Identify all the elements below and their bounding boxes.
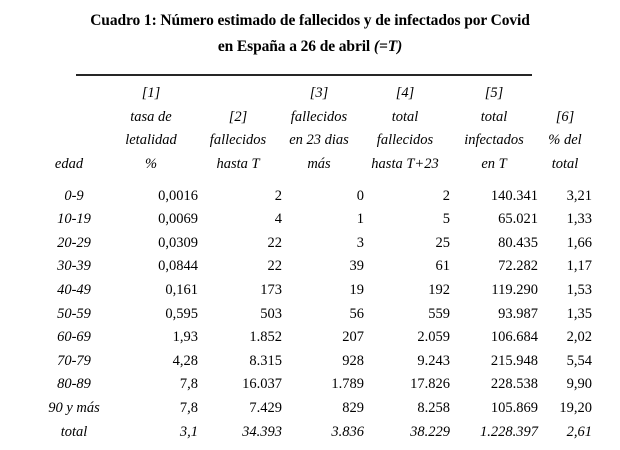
table-title-line-1: Cuadro 1: Número estimado de fallecidos y de infectados por Covid xyxy=(90,12,530,29)
table-header-row-4 xyxy=(28,153,592,177)
header-cell: fallecidos xyxy=(290,108,348,125)
cell-edad: 10-19 xyxy=(57,211,91,228)
cell-total-infectados: 93.987 xyxy=(498,305,538,322)
table-row xyxy=(28,279,592,303)
cell-fallecidos-23-dias: 0 xyxy=(356,187,364,204)
cell-tasa-letalidad: 7,8 xyxy=(179,376,198,393)
header-cell: total xyxy=(391,108,419,125)
cell-fallecidos-23-dias: 56 xyxy=(349,305,364,322)
cell-fallecidos-23-dias: 1.789 xyxy=(331,376,364,393)
cell-total-fallecidos: 25 xyxy=(435,234,450,251)
cell-edad: 20-29 xyxy=(57,234,91,251)
cell-fallecidos-hasta-t: 7.429 xyxy=(249,400,282,417)
header-cell: [6] xyxy=(555,108,575,125)
cell-total-fallecidos: 17.826 xyxy=(410,376,450,393)
table-row xyxy=(28,326,592,350)
cell-pct-del-total: 1,33 xyxy=(566,211,592,228)
cell-tasa-letalidad: 1,93 xyxy=(172,329,198,346)
header-cell-edad: edad xyxy=(54,156,84,173)
cell-fallecidos-hasta-t: 16.037 xyxy=(242,376,282,393)
cell-fallecidos-23-dias: 19 xyxy=(349,282,364,299)
header-cell xyxy=(538,82,592,106)
header-cell: [1] xyxy=(141,85,161,102)
cell-fallecidos-23-dias: 39 xyxy=(349,258,364,275)
header-cell: hasta T xyxy=(216,156,260,173)
header-cell xyxy=(28,106,120,130)
cell-edad: 0-9 xyxy=(64,187,84,204)
header-cell: en T xyxy=(481,156,507,173)
header-cell: más xyxy=(307,156,331,173)
cell-tasa-letalidad-total: 3,1 xyxy=(179,423,198,440)
cell-tasa-letalidad: 0,0016 xyxy=(158,187,198,204)
header-cell xyxy=(198,82,282,106)
table-top-rule xyxy=(76,74,532,76)
cell-tasa-letalidad: 4,28 xyxy=(172,352,198,369)
cell-total-infectados: 119.290 xyxy=(491,282,538,299)
header-cell: letalidad xyxy=(125,132,177,149)
header-cell: tasa de xyxy=(130,108,172,125)
header-cell: total xyxy=(480,108,508,125)
table-header-row-3 xyxy=(28,129,592,153)
header-cell xyxy=(28,129,120,153)
estimates-table xyxy=(28,82,592,444)
header-cell: infectados xyxy=(464,132,524,149)
cell-pct-del-total: 1,17 xyxy=(566,258,592,275)
cell-pct-del-total: 1,35 xyxy=(566,305,592,322)
header-cell: [4] xyxy=(395,85,415,102)
cell-fallecidos-23-dias-total: 3.836 xyxy=(331,423,364,440)
cell-pct-del-total: 5,54 xyxy=(566,352,592,369)
cell-fallecidos-hasta-t: 22 xyxy=(267,234,282,251)
cell-edad: 70-79 xyxy=(57,352,91,369)
cell-total-fallecidos: 2.059 xyxy=(417,329,450,346)
header-body-gap xyxy=(28,176,592,184)
table-row xyxy=(28,255,592,279)
cell-pct-del-total: 3,21 xyxy=(566,187,592,204)
cell-total-infectados: 106.684 xyxy=(490,329,538,346)
cell-fallecidos-23-dias: 928 xyxy=(342,352,364,369)
header-cell: [5] xyxy=(484,85,504,102)
cell-fallecidos-hasta-t: 22 xyxy=(267,258,282,275)
cell-fallecidos-23-dias: 1 xyxy=(356,211,364,228)
cell-pct-del-total: 1,66 xyxy=(566,234,592,251)
table-row xyxy=(28,350,592,374)
header-cell xyxy=(28,82,120,106)
cell-pct-del-total: 1,53 xyxy=(566,282,592,299)
cell-total-infectados-total: 1.228.397 xyxy=(480,423,538,440)
cell-total-fallecidos: 8.258 xyxy=(417,400,450,417)
cell-total-infectados: 228.538 xyxy=(490,376,538,393)
cell-edad: 90 y más xyxy=(48,400,100,417)
cell-total-fallecidos: 5 xyxy=(442,211,450,228)
cell-tasa-letalidad: 0,595 xyxy=(165,305,198,322)
header-cell: total xyxy=(551,156,579,173)
cell-edad: 30-39 xyxy=(57,258,91,275)
cell-fallecidos-hasta-t: 1.852 xyxy=(249,329,282,346)
cell-total-fallecidos-total: 38.229 xyxy=(410,423,450,440)
cell-pct-del-total-total: 2,61 xyxy=(566,423,592,440)
table-title-line-2 xyxy=(0,34,620,60)
cell-total-infectados: 105.869 xyxy=(490,400,538,417)
table-title-period-marker: (=T) xyxy=(373,38,403,55)
cell-total-infectados: 72.282 xyxy=(498,258,538,275)
cell-tasa-letalidad: 0,161 xyxy=(165,282,198,299)
header-cell: fallecidos xyxy=(209,132,267,149)
cell-edad: 40-49 xyxy=(57,282,91,299)
table-title-line-2-text: en España a 26 de abril xyxy=(217,38,374,55)
cell-fallecidos-hasta-t: 4 xyxy=(274,211,282,228)
cell-tasa-letalidad: 0,0069 xyxy=(158,211,198,228)
cell-edad: 80-89 xyxy=(57,376,91,393)
cell-total-fallecidos: 61 xyxy=(435,258,450,275)
cell-fallecidos-hasta-t: 503 xyxy=(260,305,282,322)
header-cell: [3] xyxy=(309,85,329,102)
cell-fallecidos-23-dias: 3 xyxy=(356,234,364,251)
table-header-row-1 xyxy=(28,82,592,106)
header-cell: % del xyxy=(548,132,582,149)
table-title xyxy=(0,8,620,60)
header-cell: hasta T+23 xyxy=(371,156,439,173)
cell-fallecidos-23-dias: 207 xyxy=(342,329,364,346)
table-row xyxy=(28,373,592,397)
table-row xyxy=(28,208,592,232)
cell-tasa-letalidad: 0,0844 xyxy=(158,258,198,275)
cell-total-infectados: 65.021 xyxy=(498,211,538,228)
header-cell: [2] xyxy=(228,108,248,125)
cell-total-fallecidos: 192 xyxy=(428,282,450,299)
cell-edad-total: total xyxy=(60,423,88,440)
cell-fallecidos-23-dias: 829 xyxy=(342,400,364,417)
table-row xyxy=(28,184,592,208)
cell-tasa-letalidad: 0,0309 xyxy=(158,234,198,251)
cell-pct-del-total: 2,02 xyxy=(566,329,592,346)
cell-total-infectados: 140.341 xyxy=(490,187,538,204)
header-cell: fallecidos xyxy=(376,132,434,149)
table-row xyxy=(28,397,592,421)
cell-fallecidos-hasta-t-total: 34.393 xyxy=(242,423,282,440)
cell-tasa-letalidad: 7,8 xyxy=(179,400,198,417)
cell-edad: 60-69 xyxy=(57,329,91,346)
cell-total-infectados: 80.435 xyxy=(498,234,538,251)
cell-total-fallecidos: 9.243 xyxy=(417,352,450,369)
header-cell: en 23 dias xyxy=(289,132,349,149)
cell-total-fallecidos: 559 xyxy=(428,305,450,322)
header-cell: % xyxy=(144,156,158,173)
table-header-row-2 xyxy=(28,106,592,130)
cell-fallecidos-hasta-t: 173 xyxy=(260,282,282,299)
table-row xyxy=(28,232,592,256)
cell-edad: 50-59 xyxy=(57,305,91,322)
cell-total-fallecidos: 2 xyxy=(442,187,450,204)
table-total-row xyxy=(28,420,592,444)
spacer-cell xyxy=(28,176,592,184)
cell-fallecidos-hasta-t: 2 xyxy=(274,187,282,204)
cell-pct-del-total: 9,90 xyxy=(566,376,592,393)
cell-pct-del-total: 19,20 xyxy=(559,400,592,417)
table-row xyxy=(28,302,592,326)
cell-total-infectados: 215.948 xyxy=(490,352,538,369)
cell-fallecidos-hasta-t: 8.315 xyxy=(249,352,282,369)
